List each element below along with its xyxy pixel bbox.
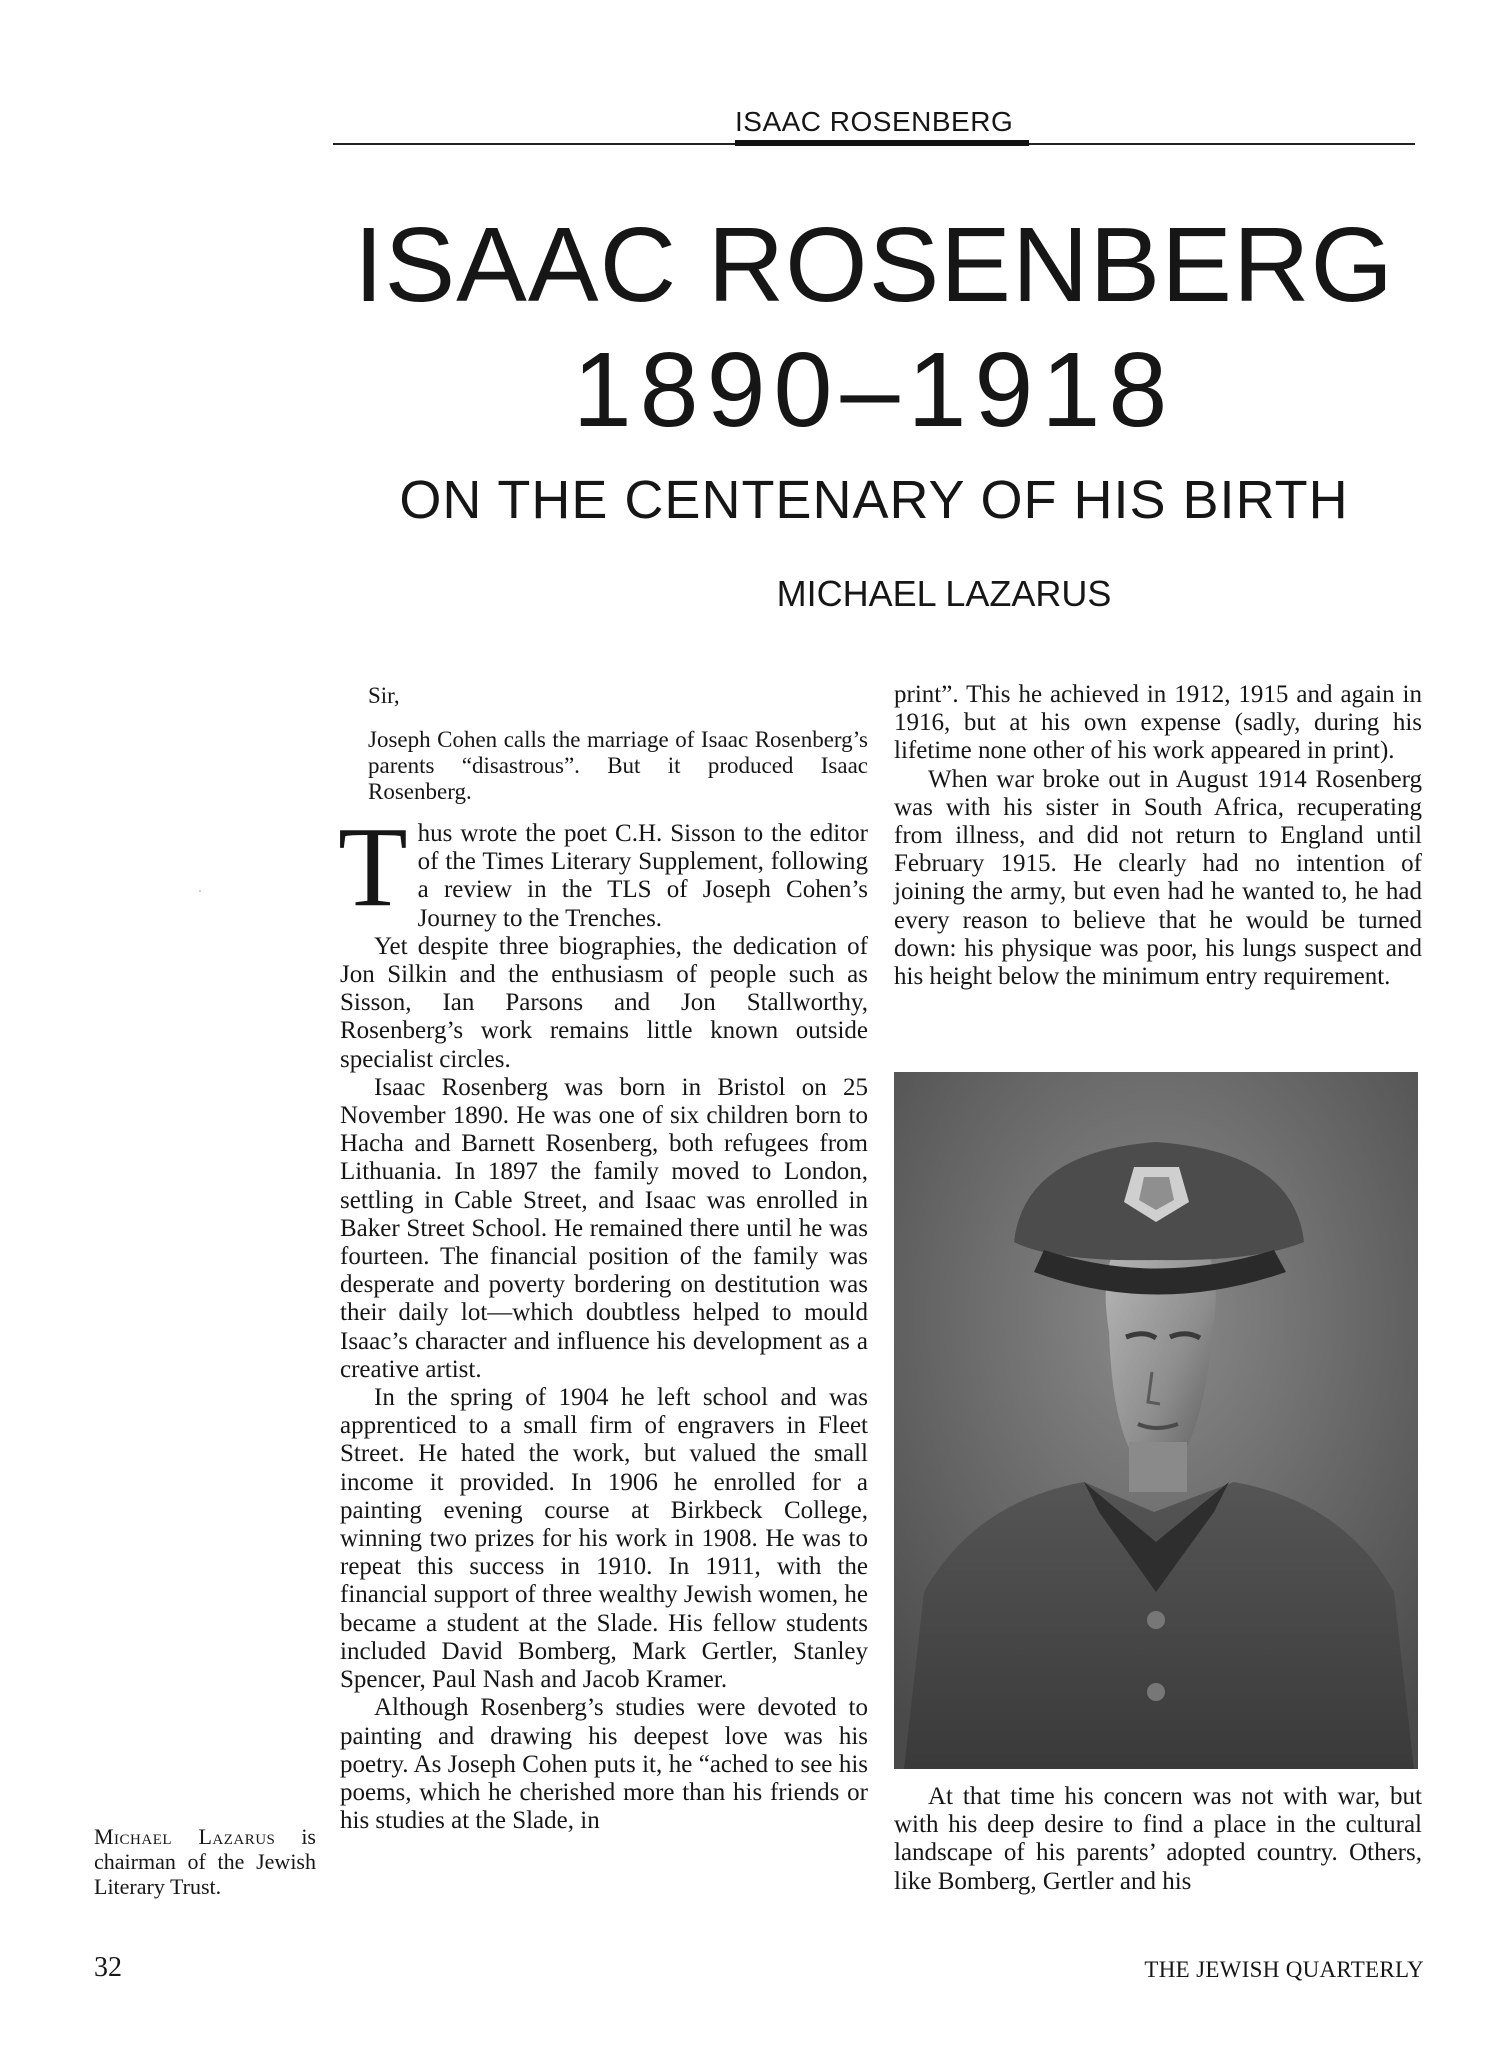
right-column-bottom bbox=[894, 1783, 1422, 1896]
letter-body: Joseph Cohen calls the marriage of Isaac Rosenberg’s parents “disastrous”. But it produced Isaac Rosenberg. bbox=[368, 727, 868, 804]
journal-name: THE JEWISH QUARTERLY bbox=[1144, 1957, 1424, 1982]
scan-speck bbox=[199, 890, 201, 892]
paragraph-2: Yet despite three biographies, the dedication of Jon Silkin and the enthusiasm of people such as Sisson, Ian Parsons and Jon Stallworthy, Rosenberg’s work remains little known outside specialist circles. bbox=[340, 932, 868, 1073]
soldier-portrait-image bbox=[894, 1072, 1418, 1769]
left-column bbox=[338, 803, 868, 1835]
running-head: ISAAC ROSENBERG bbox=[735, 106, 1014, 137]
paragraph-1 bbox=[338, 803, 868, 933]
drop-cap: T bbox=[338, 803, 408, 930]
letter-salutation: Sir, bbox=[368, 683, 400, 708]
article-dates: 1890–1918 bbox=[572, 331, 1176, 449]
paragraph-1-text: hus wrote the poet C.H. Sisson to the editor of the Times Literary Supplement, following a review in the TLS of Joseph Cohen’s Journey to the Trenches. bbox=[417, 820, 868, 932]
bio-author-name: Michael Lazarus bbox=[94, 1824, 276, 1849]
letter-quote bbox=[368, 683, 868, 823]
paragraph-4: In the spring of 1904 he left school and was apprenticed to a small firm of engravers in Fleet Street. He hated the work, but valued the small income it provided. In 1906 he enrolled for a painting evening course at Birkbeck College, winning two prizes for his work in 1908. He was to repeat this success in 1910. In 1911, with the financial support of three wealthy Jewish women, he became a student at the Slade. His fellow students included David Bomberg, Mark Gertler, Stanley Spencer, Paul Nash and Jacob Kramer. bbox=[340, 1384, 868, 1694]
author-byline: MICHAEL LAZARUS bbox=[776, 573, 1112, 614]
article-title: ISAAC ROSENBERG bbox=[354, 206, 1394, 324]
article-subtitle: ON THE CENTENARY OF HIS BIRTH bbox=[399, 470, 1349, 530]
bio-text: is chairman of the Jewish Literary Trust. bbox=[94, 1824, 316, 1899]
paragraph-3: Isaac Rosenberg was born in Bristol on 25 November 1890. He was one of six children born to Hacha and Barnett Rosenberg, both refugees from Lithuania. In 1897 the family moved to London, settling in Cable Street, and Isaac was enrolled in Baker Street School. He remained there until he was fourteen. The financial position of the family was desperate and poverty bordering on destitution was their daily lot—which doubtless helped to mould Isaac’s character and influence his development as a creative artist. bbox=[340, 1073, 868, 1383]
header-rule-accent bbox=[735, 140, 1029, 146]
author-bio-note bbox=[94, 1824, 316, 1899]
portrait-photo bbox=[894, 1072, 1418, 1769]
paragraph-7: When war broke out in August 1914 Rosenberg was with his sister in South Africa, recuperating from illness, and did not return to England until February 1915. He clearly had no intention of joining the army, but even had he wanted to, he had every reason to believe that he would be turned down: his physique was poor, his lungs suspect and his height below the minimum entry requirement. bbox=[894, 765, 1422, 991]
page-number: 32 bbox=[94, 1952, 122, 1983]
paragraph-8: At that time his concern was not with war, but with his deep desire to find a place in the cultural landscape of his parents’ adopted country. Others, like Bomberg, Gertler and his bbox=[894, 1783, 1422, 1895]
paragraph-5: Although Rosenberg’s studies were devoted to painting and drawing his deepest love was his poetry. As Joseph Cohen puts it, he “ached to see his poems, which he cherished more than his friends or his studies at the Slade, in bbox=[340, 1694, 868, 1835]
paragraph-6: print”. This he achieved in 1912, 1915 and again in 1916, but at his own expense (sadly, during his lifetime none other of his work appeared in print). bbox=[894, 681, 1422, 765]
right-column-top bbox=[894, 681, 1422, 991]
